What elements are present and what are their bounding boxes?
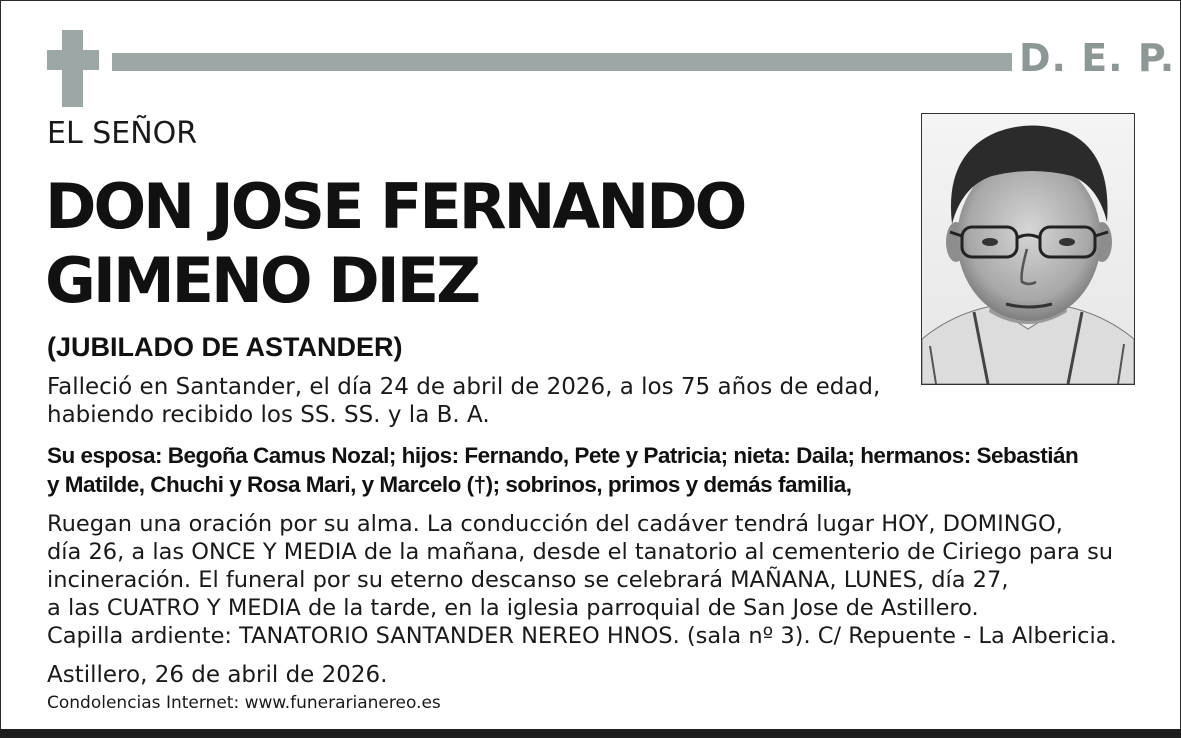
service-details-line: día 26, a las ONCE Y MEDIA de la mañana, desde el tanatorio al cementerio de Ciriego para su (47, 539, 1114, 565)
death-notice (47, 373, 907, 429)
family-list (47, 441, 1147, 499)
deceased-name-line-1: DON JOSE FERNANDO (45, 170, 745, 243)
service-details-line: incineración. El funeral por su eterno descanso se celebrará MAÑANA, LUNES, día 27, (47, 567, 1009, 593)
service-details-line: a las CUATRO Y MEDIA de la tarde, en la iglesia parroquial de San Jose de Astillero. (47, 595, 979, 621)
deceased-name (45, 170, 905, 318)
death-notice-line: Falleció en Santander, el día 24 de abril de 2026, a los 75 años de edad, (47, 374, 881, 400)
header-rule (112, 53, 1012, 71)
portrait-photo-drawing (922, 114, 1134, 384)
dep-label: D. E. P. (1019, 36, 1176, 80)
family-list-line: Su esposa: Begoña Camus Nozal; hijos: Fernando, Pete y Patricia; nieta: Daila; hermanos: Sebastián (47, 443, 1079, 468)
bottom-rule (0, 729, 1181, 738)
deceased-name-line-2: GIMENO DIEZ (45, 244, 479, 317)
service-details-line: Capilla ardiente: TANATORIO SANTANDER NEREO HNOS. (sala nº 3). C/ Repuente - La Albericia. (47, 623, 1117, 649)
cross-icon-arm (47, 50, 99, 70)
honorific: EL SEÑOR (47, 116, 198, 151)
service-details (47, 510, 1147, 650)
condolences-link[interactable]: Condolencias Internet: www.funerarianereo.es (47, 693, 441, 713)
death-notice-line: habiendo recibido los SS. SS. y la B. A. (47, 402, 490, 428)
service-details-line: Ruegan una oración por su alma. La conducción del cadáver tendrá lugar HOY, DOMINGO, (47, 511, 1063, 537)
place-date: Astillero, 26 de abril de 2026. (47, 662, 388, 688)
occupation: (JUBILADO DE ASTANDER) (47, 332, 403, 362)
portrait-photo (921, 113, 1135, 385)
family-list-line: y Matilde, Chuchi y Rosa Mari, y Marcelo (†); sobrinos, primos y demás familia, (47, 472, 852, 497)
